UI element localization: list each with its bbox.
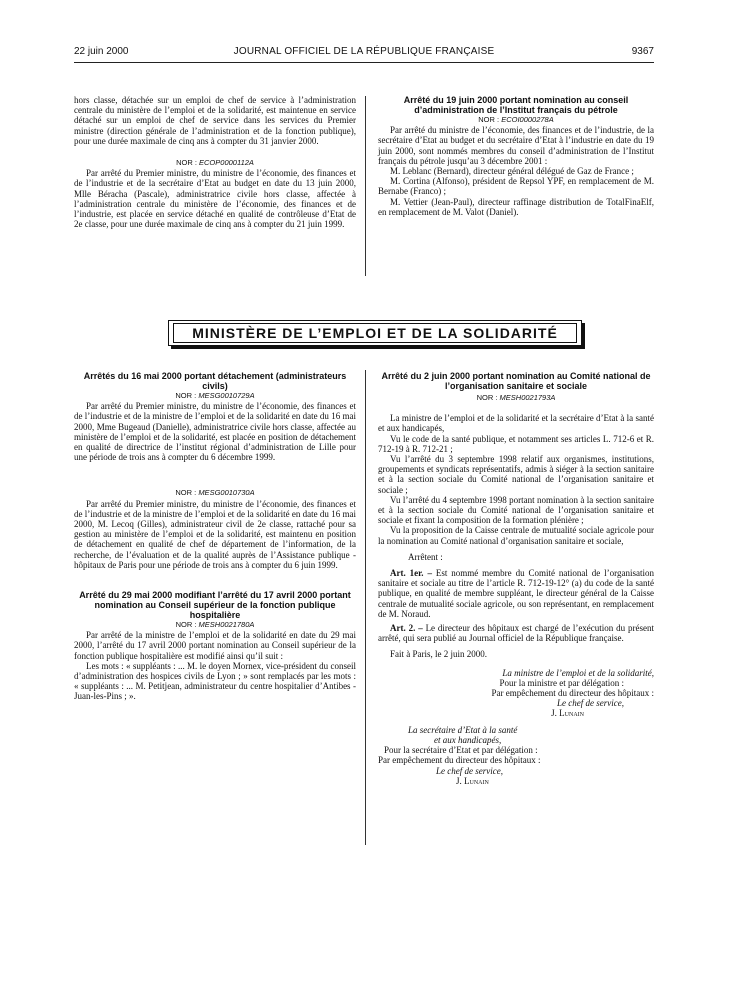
signature-block-minister — [378, 668, 654, 719]
sig-delegation: Par empêchement du directeur des hôpitaux : — [491, 688, 654, 699]
page-header — [74, 46, 654, 60]
bottom-right-column — [378, 371, 654, 786]
nor-label: NOR : — [175, 488, 197, 498]
arretent-label: Arrêtent : — [408, 551, 443, 562]
decree-paragraph: Par arrêté du ministre de l’économie, des finances et de l’industrie, de la secrétaire d’Etat au budget et du secrétaire d’Etat à l’industrie en date du 19 juin 2000, sont nommés membres du conseil d’administration de l’Institut français du pétrole jusqu’au 3 décembre 2001 : — [378, 125, 654, 166]
header-page-number: 9367 — [631, 46, 654, 57]
header-journal-title: JOURNAL OFFICIEL DE LA RÉPUBLIQUE FRANÇAISE — [233, 46, 495, 57]
article-2-text: Le directeur des hôpitaux est chargé de l’exécution du présent arrêté, qui sera publié au Journal officiel de la République française. — [378, 623, 654, 644]
sig-role: Le chef de service, — [557, 698, 624, 709]
visa-paragraph: Vu la proposition de la Caisse centrale de mutualité sociale agricole pour la nomination au Comité national d’organisation sanitaire et sociale, — [378, 525, 654, 546]
nor-label: NOR : — [476, 393, 498, 402]
article-2-label: Art. 2. – — [390, 623, 423, 634]
sig-delegation: Pour la ministre et par délégation : — [499, 677, 624, 688]
member-item: M. Vettier (Jean-Paul), directeur raffinage distribution de TotalFinaElf, en remplacement de M. Valot (Daniel). — [378, 196, 654, 217]
decree-paragraph: Par arrêté du Premier ministre, du ministre de l’économie, des finances et de l’industrie et de la secrétaire d’Etat au budget en date du 13 juin 2000, Mlle Béracha (Pascale), administratrice civile hors classe, affectée à l’administration centrale du ministère de l’économie, des finances et de l’industrie, est placée en service détaché en qualité de contrôleuse d’Etat de 2e classe, pour une durée maximale de cinq ans à compter du 21 juin 1999. — [74, 168, 356, 230]
sig-delegation: Par empêchement du directeur des hôpitaux : — [378, 755, 541, 766]
sig-title: et aux handicapés, — [434, 734, 502, 745]
sig-title: La secrétaire d’Etat à la santé — [408, 724, 518, 735]
decree-paragraph: Par arrêté du Premier ministre, du ministre de l’économie, des finances et de l’industrie et de la ministre de l’emploi et de la solidarité en date du 16 mai 2000, M. Lecoq (Gilles), administrateur civil de 2e classe, rattaché pour sa gestion au ministère de l’emploi et de la solidarité, est maintenu en position de détachement en qualité de chef de département de l’information, de la recherche, de l’évaluation et de la qualité auprès de l’Assistance publique - hôpitaux de Paris pour une période de trois ans à compter du 6 juin 1999. — [74, 498, 356, 570]
ministry-name: MINISTÈRE DE L’EMPLOI ET DE LA SOLIDARITÉ — [192, 325, 558, 341]
nor-reference — [74, 158, 356, 168]
top-right-column — [378, 95, 654, 217]
sig-title: La ministre de l’emploi et de la solidarité, — [502, 667, 654, 678]
member-item: M. Cortina (Alfonso), président de Repsol YPF, en remplacement de M. Bernabe (Franco) ; — [378, 176, 654, 197]
nor-code: MESH0021780A — [198, 620, 255, 630]
nor-code: ECOP0000112A — [199, 158, 254, 168]
nor-code: MESH0021793A — [499, 393, 556, 402]
nor-label: NOR : — [478, 115, 500, 124]
column-divider-top — [365, 96, 366, 276]
top-left-column — [74, 95, 356, 229]
decree-paragraph: Par arrêté de la ministre de l’emploi et de la solidarité en date du 29 mai 2000, l’arrêté du 17 avril 2000 portant nomination au Conseil supérieur de la fonction publique hospitalière est modifié ainsi qu’il suit : — [74, 630, 356, 661]
article-title: Arrêté du 2 juin 2000 portant nomination au Comité national de l’organisation sanitaire et sociale — [381, 371, 651, 391]
preamble-paragraph: La ministre de l’emploi et de la solidarité et la secrétaire d’Etat à la santé et aux handicapés, — [378, 413, 654, 434]
nor-code: ECOI0000278A — [501, 115, 554, 124]
header-rule — [74, 62, 654, 63]
article-title: Arrêté du 29 mai 2000 modifiant l’arrêté du 17 avril 2000 portant nomination au Conseil supérieur de la fonction publique hospitalière — [79, 590, 351, 621]
nor-label: NOR : — [176, 158, 197, 168]
article-1-text: Est nommé membre du Comité national de l’organisation sanitaire et sociale au titre de l’article R. 712-19-12° (a) du code de la santé publique, en qualité de membre suppléant, le directeur général de la Caisse centrale de mutualité sociale agricole, ou son représentant, en remplacement de M. Noraud. — [378, 568, 655, 619]
nor-reference — [74, 488, 356, 498]
banner-inner-border — [173, 323, 577, 343]
sig-role: Le chef de service, — [436, 765, 503, 776]
article-1-label: Art. 1er. – — [390, 568, 432, 579]
nor-code: MESG0010730A — [198, 488, 255, 498]
visa-paragraph: Vu l’arrêté du 4 septembre 1998 portant nomination à la section sanitaire et à la section sociale du Comité national de l’organisation sanitaire et sociale et fixant la composition de la formation plénière ; — [378, 494, 654, 526]
visa-paragraph: Vu le code de la santé publique, et notamment ses articles L. 712-6 et R. 712-19 à R. 712-21 ; — [378, 433, 654, 454]
article-title: Arrêtés du 16 mai 2000 portant détachement (administrateurs civils) — [83, 371, 347, 391]
fait-line: Fait à Paris, le 2 juin 2000. — [390, 649, 487, 660]
nor-reference — [378, 393, 654, 403]
sig-name: J. Lunain — [456, 775, 489, 786]
nor-label: NOR : — [175, 620, 197, 630]
member-item: M. Leblanc (Bernard), directeur général délégué de Gaz de France ; — [390, 166, 634, 177]
nor-label: NOR : — [175, 391, 197, 400]
column-divider-bottom — [365, 370, 366, 845]
sig-delegation: Pour la secrétaire d’Etat et par délégation : — [384, 745, 538, 756]
bottom-left-column — [74, 371, 356, 702]
article-2 — [378, 623, 654, 643]
continued-paragraph: hors classe, détachée sur un emploi de chef de service à l’administration centrale du ministère de l’emploi et de la solidarité, est maintenue en service détaché sur un emploi de chef de service dans les services du Premier ministre (direction générale de l’administration et de la fonction publique), pour une durée maximale de cinq ans à compter du 31 janvier 2000. — [74, 95, 356, 146]
sig-name: J. Lunain — [551, 708, 584, 719]
nor-reference — [74, 391, 356, 401]
nor-reference — [378, 115, 654, 125]
article-1 — [378, 568, 654, 619]
decree-paragraph: Par arrêté du Premier ministre, du ministre de l’économie, des finances et de l’industrie et de la ministre de l’emploi et de la solidarité en date du 16 mai 2000, Mme Bugeaud (Danielle), administratrice civile hors classe, affectée au ministère de l’emploi et de la solidarité, est placée en position de détachement en qualité de directrice de l’institut régional d’administration de Lille pour une période de trois ans à compter du 6 décembre 1999. — [74, 401, 356, 463]
article-title: Arrêté du 19 juin 2000 portant nomination au conseil d’administration de l’Institut français du pétrole — [403, 95, 629, 115]
ministry-banner — [168, 320, 582, 346]
nor-code: MESG0010729A — [198, 391, 255, 400]
nor-reference — [74, 620, 356, 630]
header-date: 22 juin 2000 — [74, 46, 129, 57]
decree-paragraph: Les mots : « suppléants : ... M. le doyen Mornex, vice-président du conseil d’administration des hospices civils de Lyon ; » sont remplacés par les mots : « suppléants : ... M. Petitjean, administrateur du centre hospitalier d’Antibes - Juan-les-Pins ; ». — [74, 660, 356, 702]
signature-block-secretary — [378, 725, 654, 786]
visa-paragraph: Vu l’arrêté du 3 septembre 1998 relatif aux organismes, institutions, groupements et syndicats représentatifs, admis à siéger à la section sanitaire et à la section sociale du Comité national de l’organisation sanitaire et sociale ; — [378, 454, 654, 495]
